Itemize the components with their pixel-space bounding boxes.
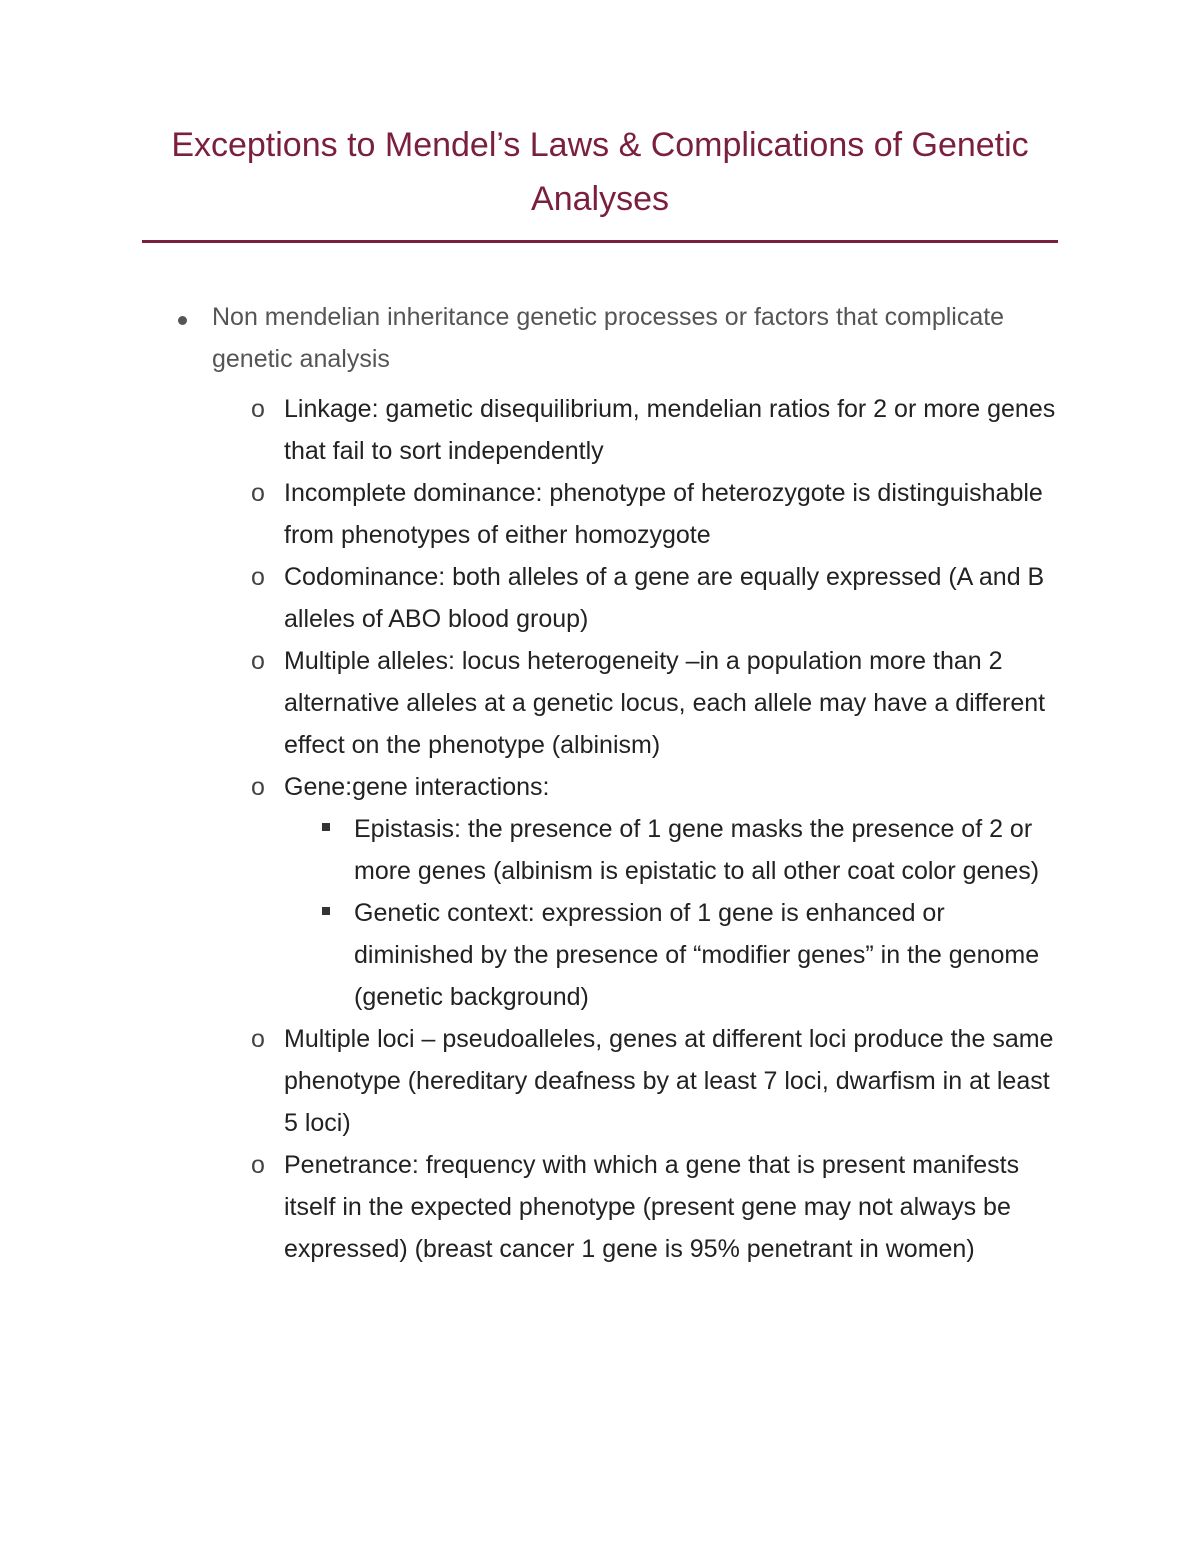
list-item-text: Epistasis: the presence of 1 gene masks the presence of 2 or more genes (albinism is epistatic to all other coat color genes) <box>354 815 1040 885</box>
square-bullet-icon <box>322 907 330 915</box>
circle-bullet-icon: o <box>251 647 265 675</box>
list-item <box>284 808 1060 892</box>
list-item <box>212 1018 1060 1144</box>
list-item-text: Codominance: both alleles of a gene are equally expressed (A and B alleles of ABO blood group) <box>284 563 1045 633</box>
list-item-text: Multiple loci – pseudoalleles, genes at different loci produce the same phenotype (hereditary deafness by at least 7 loci, dwarfism in at least 5 loci) <box>284 1025 1054 1137</box>
list-item <box>212 640 1060 766</box>
circle-bullet-icon: o <box>251 479 265 507</box>
list-item-text: Penetrance: frequency with which a gene that is present manifests itself in the expected phenotype (present gene may not always be expressed) (breast cancer 1 gene is 95% penetrant in women) <box>284 1151 1020 1263</box>
circle-bullet-icon: o <box>251 773 265 801</box>
circle-bullet-icon: o <box>251 395 265 423</box>
document-body <box>140 296 1060 1270</box>
list-item <box>212 556 1060 640</box>
list-item <box>212 1144 1060 1270</box>
bullet-list <box>140 296 1060 1270</box>
bullet-dot-icon <box>172 296 192 338</box>
sub-bullet-list <box>212 388 1060 1270</box>
list-item <box>284 892 1060 1018</box>
sub-sub-bullet-list <box>284 808 1060 1018</box>
list-item-text: Genetic context: expression of 1 gene is enhanced or diminished by the presence of “modifier genes” in the genome (genetic background) <box>354 899 1040 1011</box>
list-item <box>212 388 1060 472</box>
list-item-text: Linkage: gametic disequilibrium, mendelian ratios for 2 or more genes that fail to sort independently <box>284 395 1056 465</box>
circle-bullet-icon: o <box>251 1151 265 1179</box>
list-item-text: Incomplete dominance: phenotype of heterozygote is distinguishable from phenotypes of either homozygote <box>284 479 1043 549</box>
list-item <box>212 472 1060 556</box>
list-item <box>212 766 1060 1018</box>
list-item <box>140 296 1060 1270</box>
list-item-text: Gene:gene interactions: <box>284 773 550 801</box>
list-item-text: Non mendelian inheritance genetic processes or factors that complicate genetic analysis <box>212 303 1005 373</box>
document-title: Exceptions to Mendel’s Laws & Complications of Genetic Analyses <box>171 126 1029 218</box>
circle-bullet-icon: o <box>251 1025 265 1053</box>
list-item-text: Multiple alleles: locus heterogeneity –in a population more than 2 alternative alleles at a genetic locus, each allele may have a different effect on the phenotype (albinism) <box>284 647 1046 759</box>
title-divider <box>142 240 1058 243</box>
square-bullet-icon <box>322 823 330 831</box>
circle-bullet-icon: o <box>251 563 265 591</box>
